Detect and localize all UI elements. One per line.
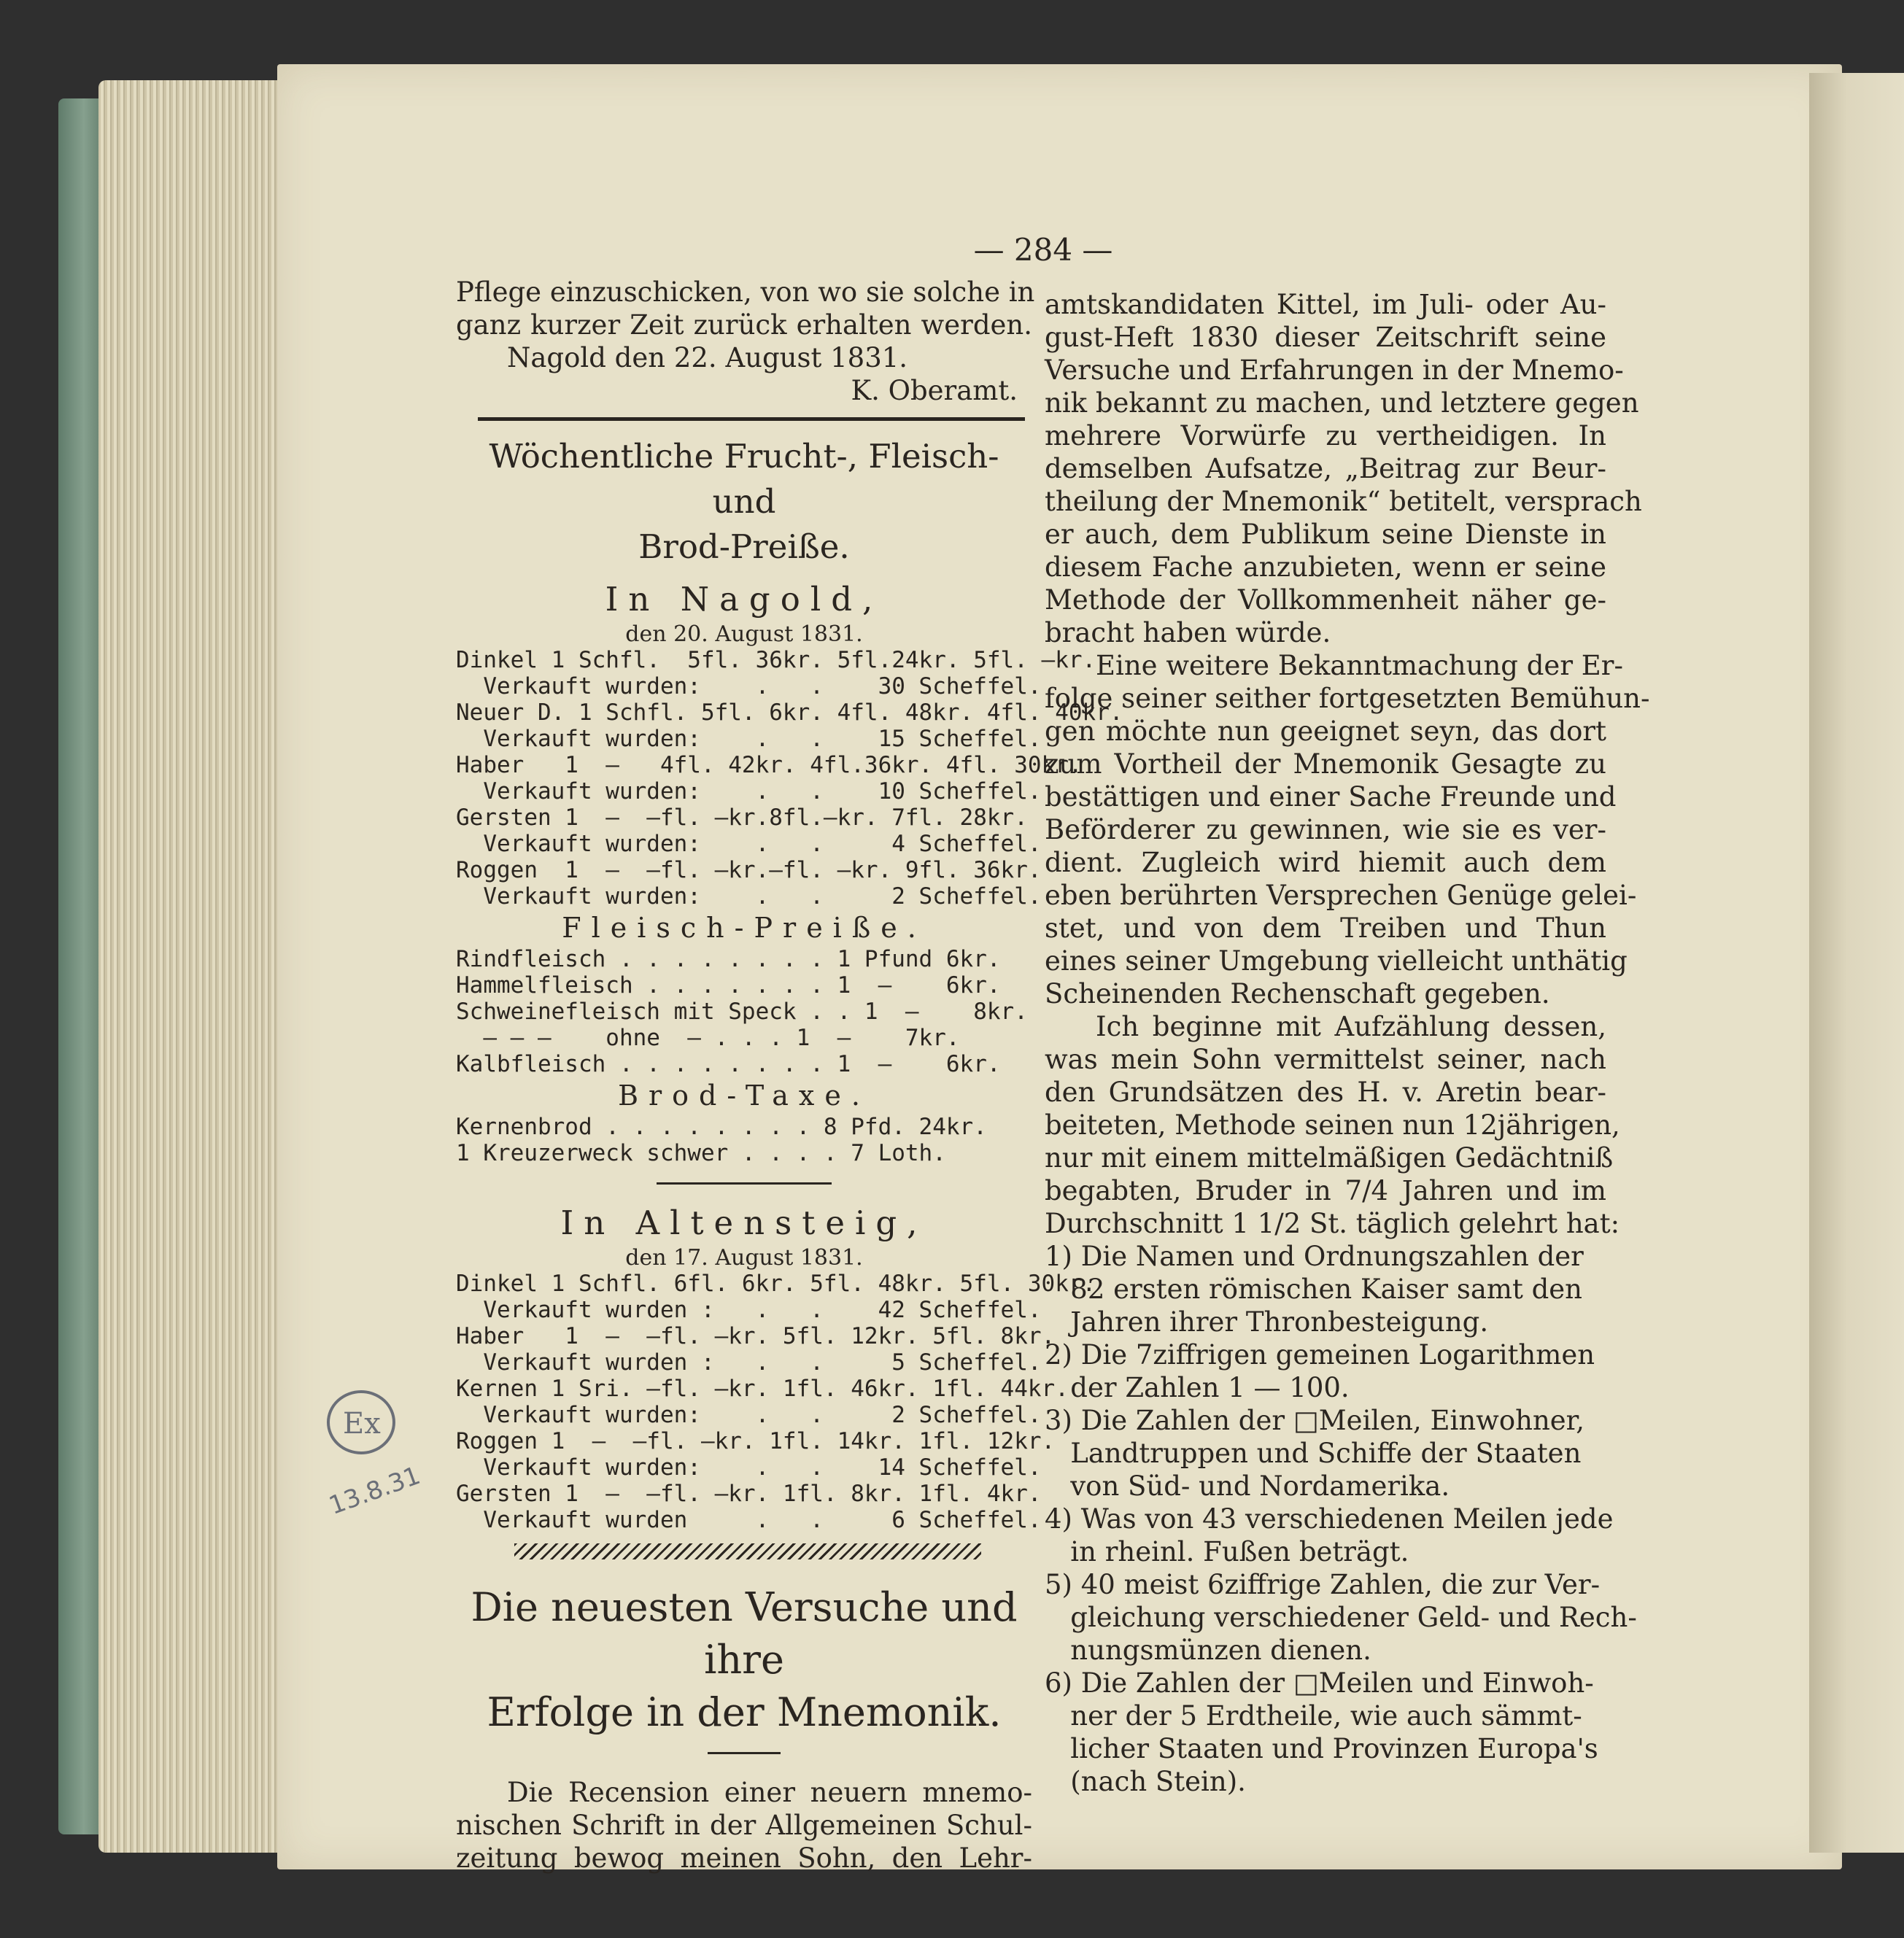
stamp-annotation: 13.8.31: [325, 1460, 425, 1521]
table-row: Roggen 1 — —fl. —kr.—fl. —kr. 9fl. 36kr.: [456, 857, 1042, 883]
text-line: eines seiner Umgebung vielleicht unthätig: [1045, 945, 1628, 977]
intro-signature: K. Oberamt.: [851, 375, 1018, 406]
stamp-text: Ex: [343, 1407, 381, 1441]
table-row: Neuer D. 1 Schfl. 5fl. 6kr. 4fl. 48kr. 4fl. 40kr.: [456, 699, 1123, 726]
text-line: nur mit einem mittelmäßigen Gedächtniß: [1045, 1142, 1614, 1174]
list-item-line: in rheinl. Fußen beträgt.: [1045, 1536, 1409, 1567]
intro-line: Pflege einzuschicken, von wo sie solche in: [456, 276, 1035, 308]
section-divider: [478, 417, 1025, 421]
table-row: 1 Kreuzerweck schwer . . . . 7 Loth.: [456, 1140, 946, 1166]
text-line: mehrere Vorwürfe zu vertheidigen. In: [1045, 420, 1606, 451]
left-column: [456, 276, 1123, 1875]
table-row: Kernenbrod . . . . . . . . 8 Pfd. 24kr.: [456, 1114, 987, 1140]
text-line: gust-Heft 1830 dieser Zeitschrift seine: [1045, 322, 1606, 353]
list-item-line: 6) Die Zahlen der □Meilen und Einwoh-: [1045, 1667, 1594, 1699]
list-item: [1045, 1338, 1606, 1404]
paragraph-3: [1045, 1010, 1620, 1240]
list-item-line: von Süd- und Nordamerika.: [1045, 1470, 1450, 1502]
article-line: zeitung bewog meinen Sohn, den Lehr-: [456, 1842, 1032, 1874]
list-item-line: 5) 40 meist 6ziffrige Zahlen, die zur Ver-: [1045, 1569, 1601, 1600]
nagold-grain-table: [456, 647, 1123, 910]
table-row: Verkauft wurden : . . 42 Scheffel.: [456, 1297, 1042, 1323]
table-row: Verkauft wurden: . . 10 Scheffel.: [456, 778, 1042, 805]
text-line: dient. Zugleich wird hiemit auch dem: [1045, 847, 1606, 878]
text-line: Durchschnitt 1 1/2 St. täglich gelehrt hat:: [1045, 1208, 1620, 1239]
list-item-line: 3) Die Zahlen der □Meilen, Einwohner,: [1045, 1405, 1585, 1436]
table-row: Verkauft wurden: . . 4 Scheffel.: [456, 831, 1042, 857]
list-item-line: gleichung verschiedener Geld- und Rech-: [1045, 1602, 1637, 1633]
altensteig-heading: In Altensteig,: [560, 1204, 928, 1242]
text-line: zum Vortheil der Mnemonik Gesagte zu: [1045, 748, 1606, 780]
text-line: den Grundsätzen des H. v. Aretin bear-: [1045, 1077, 1606, 1108]
right-column: [1045, 288, 1650, 1798]
list-item: [1045, 1404, 1606, 1503]
table-row: Verkauft wurden: . . 2 Scheffel.: [456, 1402, 1042, 1428]
article-title: Die neuesten Versuche und ihre: [471, 1584, 1018, 1683]
paragraph-2: [1045, 649, 1650, 1010]
text-line: gen möchte nun geeignet seyn, das dort: [1045, 716, 1606, 747]
page-number: — 284 —: [973, 232, 1113, 268]
table-row: Kernen 1 Sri. —fl. —kr. 1fl. 46kr. 1fl. 44kr.: [456, 1376, 1069, 1402]
table-row: Verkauft wurden : . . 5 Scheffel.: [456, 1349, 1042, 1376]
list-item-line: nungsmünzen dienen.: [1045, 1635, 1371, 1666]
text-line: was mein Sohn vermittelst seiner, nach: [1045, 1044, 1606, 1075]
text-line: er auch, dem Publikum seine Dienste in: [1045, 519, 1606, 550]
table-row: Roggen 1 — —fl. —kr. 1fl. 14kr. 1fl. 12kr.: [456, 1428, 1056, 1454]
table-row: Haber 1 — —fl. —kr. 5fl. 12kr. 5fl. 8kr.: [456, 1323, 1056, 1349]
text-line: theilung der Mnemonik“ betitelt, versprach: [1045, 486, 1642, 517]
text-line: beiteten, Methode seinen nun 12jährigen,: [1045, 1109, 1620, 1141]
altensteig-grain-table: [456, 1271, 1096, 1533]
table-row: Verkauft wurden: . . 15 Scheffel.: [456, 726, 1042, 752]
list-item: [1045, 1568, 1637, 1667]
section-title: Wöchentliche Frucht-, Fleisch- und: [489, 437, 999, 521]
section-title: Brod-Preiße.: [638, 527, 850, 566]
text-line: folge seiner seither fortgesetzten Bemühun-: [1045, 683, 1650, 714]
table-row: Verkauft wurden: . . 2 Scheffel.: [456, 883, 1042, 910]
table-row: Verkauft wurden: . . 30 Scheffel.: [456, 673, 1042, 699]
list-item-line: ner der 5 Erdtheile, wie auch sämmt-: [1045, 1700, 1582, 1732]
wavy-divider: [514, 1543, 981, 1559]
text-line: nik bekannt zu machen, und letztere gegen: [1045, 387, 1639, 419]
list-item-line: 82 ersten römischen Kaiser samt den: [1045, 1274, 1583, 1305]
list-item-line: Landtruppen und Schiffe der Staaten: [1045, 1438, 1582, 1469]
table-row: Hammelfleisch . . . . . . . 1 — 6kr.: [456, 972, 1001, 999]
table-row: Gersten 1 — —fl. —kr.8fl.—kr. 7fl. 28kr.: [456, 805, 1028, 831]
paragraph-1: [1045, 288, 1642, 649]
next-page-edge: [1809, 73, 1904, 1853]
text-line: Eine weitere Bekanntmachung der Er-: [1096, 650, 1623, 681]
text-line: demselben Aufsatze, „Beitrag zur Beur-: [1045, 453, 1606, 484]
text-line: Methode der Vollkommenheit näher ge-: [1045, 584, 1606, 616]
bread-heading: Brod-Taxe.: [618, 1080, 870, 1112]
list-item: [1045, 1667, 1606, 1798]
table-row: Schweinefleisch mit Speck . . 1 — 8kr.: [456, 999, 1028, 1025]
text-line: eben berührten Versprechen Genüge gelei-: [1045, 880, 1637, 911]
list-item: [1045, 1240, 1606, 1338]
text-line: Ich beginne mit Aufzählung dessen,: [1096, 1011, 1606, 1042]
library-stamp: [321, 1386, 445, 1532]
list-item-line: der Zahlen 1 — 100.: [1045, 1372, 1350, 1403]
article-title: Erfolge in der Mnemonik.: [487, 1689, 1002, 1735]
text-line: Versuche und Erfahrungen in der Mnemo-: [1045, 354, 1624, 386]
table-row: Kalbfleisch . . . . . . . . 1 — 6kr.: [456, 1051, 1001, 1077]
page-stack-edge: [98, 80, 288, 1853]
text-line: amtskandidaten Kittel, im Juli- oder Au-: [1045, 289, 1606, 320]
article-line: nischen Schrift in der Allgemeinen Schul-: [456, 1810, 1032, 1841]
section-divider: [657, 1182, 832, 1185]
table-row: Verkauft wurden: . . 14 Scheffel.: [456, 1454, 1042, 1481]
table-row: Dinkel 1 Schfl. 5fl. 36kr. 5fl.24kr. 5fl. —kr.: [456, 647, 1096, 673]
list-item-line: Jahren ihrer Thronbesteigung.: [1045, 1306, 1489, 1338]
intro-place-date: Nagold den 22. August 1831.: [507, 342, 908, 373]
table-row: Haber 1 — 4fl. 42kr. 4fl.36kr. 4fl. 30kr.: [456, 752, 1083, 778]
text-line: bestättigen und einer Sache Freunde und: [1045, 781, 1617, 813]
text-line: diesem Fache anzubieten, wenn er seine: [1045, 551, 1606, 583]
meat-heading: Fleisch-Preiße.: [562, 912, 926, 944]
text-line: stet, und von dem Treiben und Thun: [1045, 912, 1606, 944]
stamp-mark-icon: [321, 1386, 445, 1532]
list-item-line: 2) Die 7ziffrigen gemeinen Logarithmen: [1045, 1339, 1595, 1371]
table-row: Rindfleisch . . . . . . . . 1 Pfund 6kr.: [456, 946, 1001, 972]
nagold-heading: In Nagold,: [605, 580, 883, 619]
list-item-line: (nach Stein).: [1045, 1766, 1246, 1797]
numbered-list: [1045, 1240, 1637, 1798]
list-item-line: licher Staaten und Provinzen Europa's: [1045, 1733, 1598, 1764]
article-line: Die Recension einer neuern mnemo-: [507, 1777, 1032, 1808]
text-line: bracht haben würde.: [1045, 617, 1331, 648]
altensteig-date: den 17. August 1831.: [625, 1245, 863, 1271]
table-row: Gersten 1 — —fl. —kr. 1fl. 8kr. 1fl. 4kr.: [456, 1481, 1042, 1507]
table-row: Dinkel 1 Schfl. 6fl. 6kr. 5fl. 48kr. 5fl. 30kr.: [456, 1271, 1096, 1297]
bread-table: [456, 1114, 1032, 1166]
intro-line: ganz kurzer Zeit zurück erhalten werden.: [456, 309, 1032, 341]
list-item-line: 1) Die Namen und Ordnungszahlen der: [1045, 1241, 1584, 1272]
table-row: Verkauft wurden . . 6 Scheffel.: [456, 1507, 1042, 1533]
text-line: Scheinenden Rechenschaft gegeben.: [1045, 978, 1550, 1009]
text-line: Beförderer zu gewinnen, wie sie es ver-: [1045, 814, 1606, 845]
list-item-line: 4) Was von 43 verschiedenen Meilen jede: [1045, 1503, 1614, 1535]
title-divider: [708, 1752, 781, 1754]
list-item: [1045, 1503, 1614, 1568]
text-line: begabten, Bruder in 7/4 Jahren und im: [1045, 1175, 1606, 1206]
nagold-date: den 20. August 1831.: [625, 621, 863, 647]
table-row: — — — ohne — . . . 1 — 7kr.: [456, 1025, 960, 1051]
meat-table: [456, 946, 1032, 1077]
